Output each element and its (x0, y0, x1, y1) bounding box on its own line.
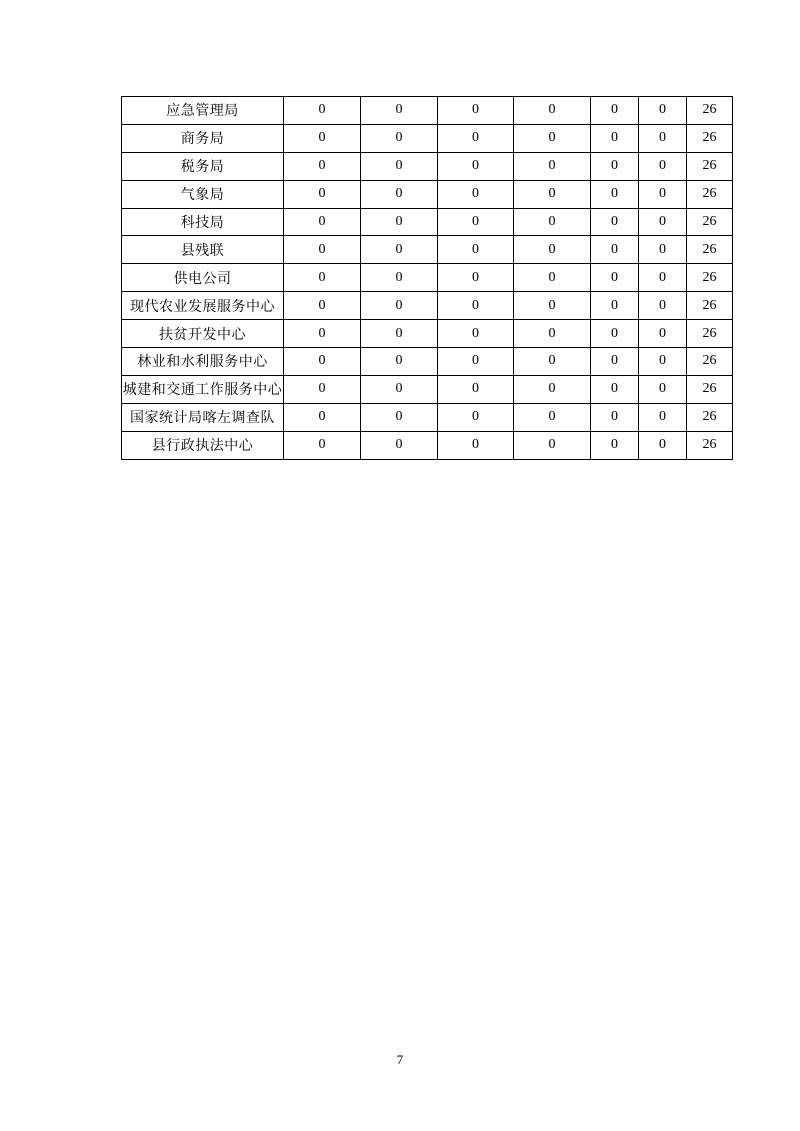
value-cell: 0 (514, 180, 591, 208)
row-name-cell: 科技局 (122, 208, 284, 236)
value-cell: 0 (361, 180, 438, 208)
value-cell: 0 (639, 375, 687, 403)
value-cell: 0 (438, 431, 514, 459)
value-cell: 26 (687, 208, 733, 236)
table-row (122, 431, 733, 459)
value-cell: 26 (687, 375, 733, 403)
value-cell: 0 (361, 97, 438, 125)
value-cell: 0 (361, 236, 438, 264)
row-name-cell: 县行政执法中心 (122, 431, 284, 459)
value-cell: 26 (687, 320, 733, 348)
value-cell: 0 (361, 264, 438, 292)
value-cell: 0 (284, 403, 361, 431)
value-cell: 0 (591, 208, 639, 236)
row-name-cell: 林业和水利服务中心 (122, 348, 284, 376)
value-cell: 0 (514, 320, 591, 348)
value-cell: 0 (514, 431, 591, 459)
value-cell: 0 (514, 403, 591, 431)
value-cell: 0 (361, 208, 438, 236)
value-cell: 0 (639, 348, 687, 376)
value-cell: 0 (361, 375, 438, 403)
value-cell: 0 (284, 236, 361, 264)
table-row (122, 292, 733, 320)
page-number: 7 (396, 1052, 404, 1067)
value-cell: 0 (438, 292, 514, 320)
value-cell: 26 (687, 264, 733, 292)
table-row (122, 264, 733, 292)
table-row (122, 348, 733, 376)
row-name-cell: 城建和交通工作服务中心 (122, 375, 284, 403)
value-cell: 0 (591, 152, 639, 180)
value-cell: 0 (591, 403, 639, 431)
value-cell: 0 (361, 124, 438, 152)
value-cell: 0 (284, 97, 361, 125)
value-cell: 0 (514, 375, 591, 403)
value-cell: 0 (438, 403, 514, 431)
value-cell: 0 (361, 348, 438, 376)
value-cell: 0 (591, 124, 639, 152)
value-cell: 0 (639, 264, 687, 292)
value-cell: 0 (284, 180, 361, 208)
row-name-cell: 现代农业发展服务中心 (122, 292, 284, 320)
row-name-cell: 国家统计局喀左调查队 (122, 403, 284, 431)
value-cell: 0 (438, 180, 514, 208)
value-cell: 0 (284, 348, 361, 376)
value-cell: 0 (591, 180, 639, 208)
value-cell: 0 (639, 431, 687, 459)
value-cell: 26 (687, 97, 733, 125)
value-cell: 0 (514, 152, 591, 180)
value-cell: 0 (438, 348, 514, 376)
value-cell: 0 (514, 124, 591, 152)
row-name-cell: 县残联 (122, 236, 284, 264)
value-cell: 0 (591, 97, 639, 125)
data-table (121, 96, 733, 460)
value-cell: 0 (284, 208, 361, 236)
row-name-cell: 商务局 (122, 124, 284, 152)
value-cell: 0 (639, 208, 687, 236)
value-cell: 0 (639, 152, 687, 180)
value-cell: 0 (438, 236, 514, 264)
value-cell: 0 (639, 403, 687, 431)
value-cell: 0 (639, 292, 687, 320)
value-cell: 0 (284, 375, 361, 403)
value-cell: 0 (591, 431, 639, 459)
value-cell: 0 (438, 320, 514, 348)
value-cell: 0 (438, 208, 514, 236)
value-cell: 26 (687, 403, 733, 431)
value-cell: 0 (438, 97, 514, 125)
value-cell: 0 (514, 264, 591, 292)
value-cell: 0 (284, 431, 361, 459)
value-cell: 0 (361, 292, 438, 320)
value-cell: 0 (284, 320, 361, 348)
value-cell: 0 (284, 124, 361, 152)
row-name-cell: 税务局 (122, 152, 284, 180)
table-row (122, 152, 733, 180)
value-cell: 0 (514, 348, 591, 376)
value-cell: 0 (514, 292, 591, 320)
value-cell: 0 (591, 264, 639, 292)
row-name-cell: 扶贫开发中心 (122, 320, 284, 348)
value-cell: 0 (591, 348, 639, 376)
value-cell: 0 (361, 320, 438, 348)
value-cell: 0 (438, 124, 514, 152)
value-cell: 0 (361, 152, 438, 180)
row-name-cell: 应急管理局 (122, 97, 284, 125)
value-cell: 26 (687, 292, 733, 320)
value-cell: 26 (687, 124, 733, 152)
value-cell: 0 (438, 375, 514, 403)
value-cell: 26 (687, 236, 733, 264)
value-cell: 0 (361, 403, 438, 431)
value-cell: 0 (639, 124, 687, 152)
value-cell: 0 (438, 264, 514, 292)
value-cell: 0 (639, 320, 687, 348)
table-row (122, 375, 733, 403)
table-row (122, 97, 733, 125)
table-row (122, 320, 733, 348)
value-cell: 0 (284, 264, 361, 292)
value-cell: 0 (639, 236, 687, 264)
value-cell: 0 (591, 236, 639, 264)
row-name-cell: 气象局 (122, 180, 284, 208)
table-row (122, 208, 733, 236)
table-row (122, 180, 733, 208)
value-cell: 26 (687, 348, 733, 376)
value-cell: 0 (514, 97, 591, 125)
value-cell: 0 (514, 208, 591, 236)
table-body (122, 97, 733, 460)
row-name-cell: 供电公司 (122, 264, 284, 292)
value-cell: 26 (687, 180, 733, 208)
table-row (122, 236, 733, 264)
value-cell: 0 (639, 180, 687, 208)
value-cell: 0 (591, 375, 639, 403)
value-cell: 26 (687, 431, 733, 459)
value-cell: 0 (639, 97, 687, 125)
value-cell: 0 (514, 236, 591, 264)
table-row (122, 124, 733, 152)
value-cell: 0 (284, 292, 361, 320)
value-cell: 26 (687, 152, 733, 180)
value-cell: 0 (438, 152, 514, 180)
value-cell: 0 (284, 152, 361, 180)
value-cell: 0 (361, 431, 438, 459)
value-cell: 0 (591, 320, 639, 348)
table-row (122, 403, 733, 431)
value-cell: 0 (591, 292, 639, 320)
